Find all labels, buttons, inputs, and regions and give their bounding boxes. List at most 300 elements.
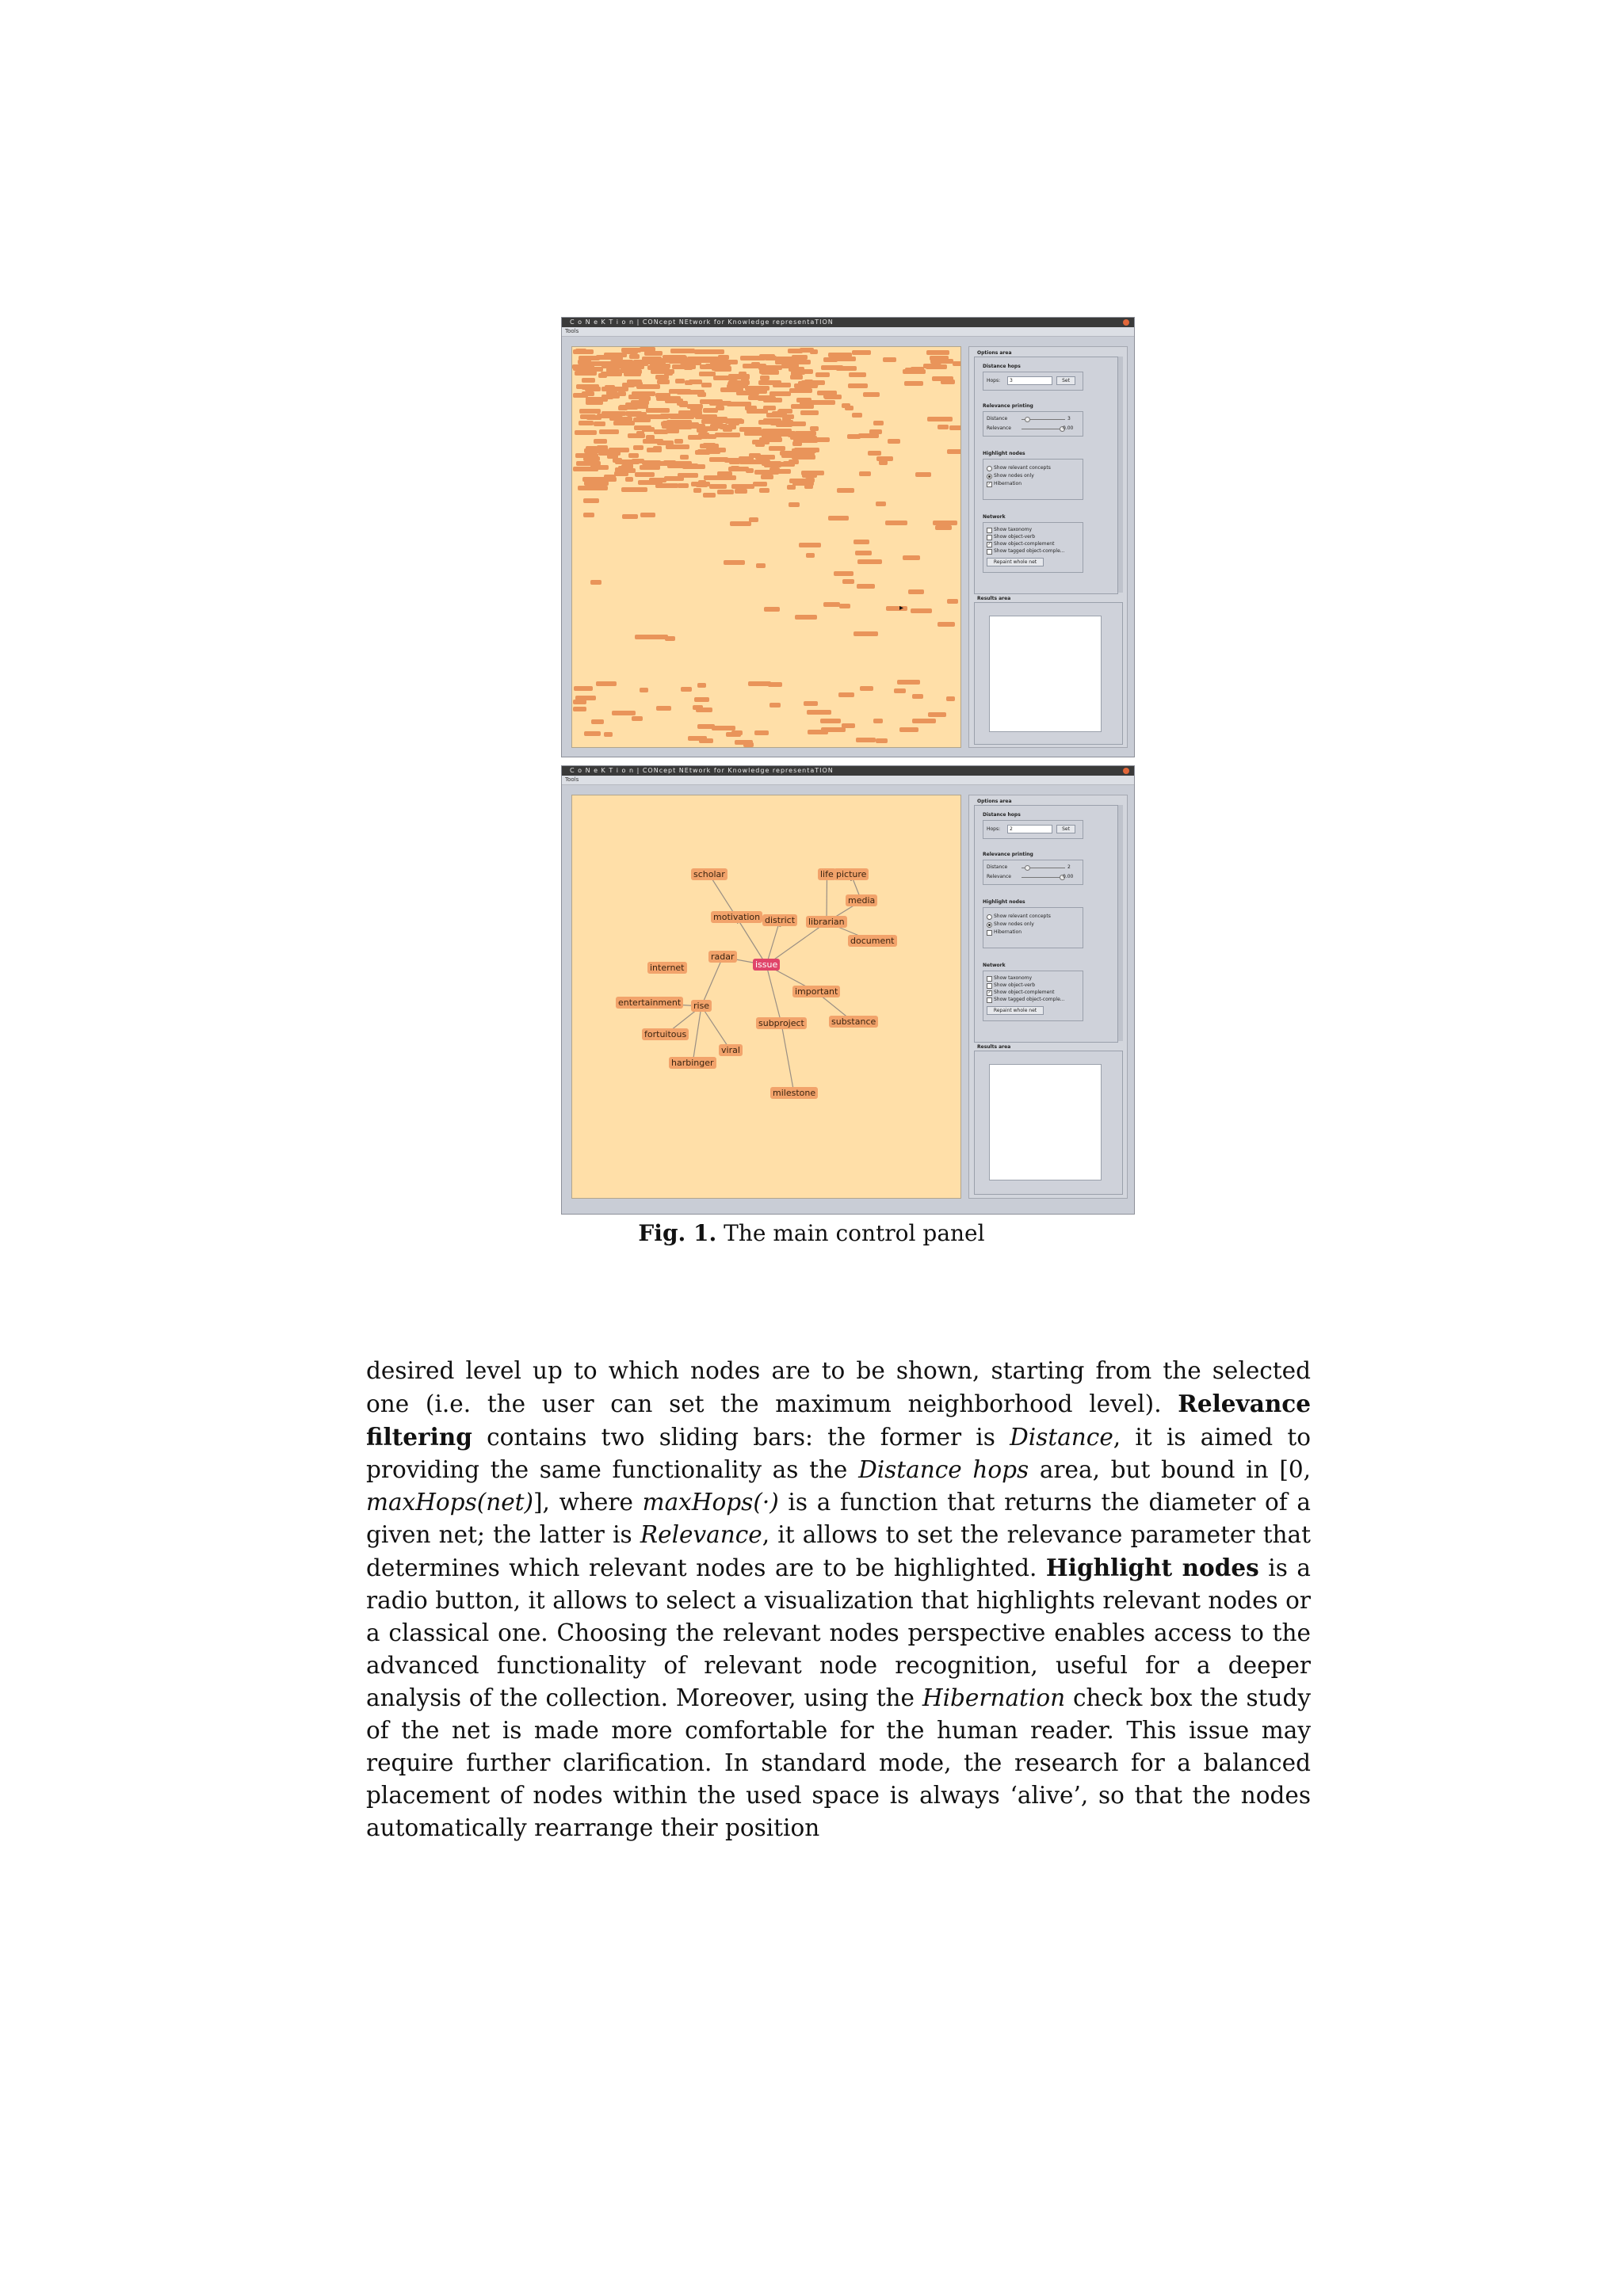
graph-node-scholar[interactable]: scholar bbox=[691, 868, 727, 880]
dense-node bbox=[810, 426, 819, 431]
dense-node bbox=[883, 357, 896, 362]
text-run: check box the study of the net is made more comfortable for the human reader. This issue may require further clarification. In standard mode, the research for a balanced placement of nodes within the used space is always ‘alive’, so that the nodes automatically rearrange their position bbox=[366, 1684, 1311, 1841]
dense-node bbox=[820, 719, 841, 723]
figure-caption bbox=[0, 1220, 1623, 1246]
graph-node-librarian[interactable]: librarian bbox=[806, 916, 847, 928]
dense-node bbox=[693, 705, 702, 710]
dense-node bbox=[670, 414, 694, 419]
distance-slider-knob[interactable] bbox=[1025, 417, 1030, 422]
dense-node bbox=[742, 456, 754, 461]
dense-node bbox=[912, 694, 923, 699]
dense-node bbox=[636, 431, 644, 436]
text-run: area, but bound in [0, bbox=[1029, 1456, 1311, 1483]
radio-show-nodes-only[interactable] bbox=[987, 922, 992, 928]
distance-hops-title: Distance hops bbox=[983, 364, 1021, 369]
dense-node bbox=[586, 415, 601, 420]
window-title-bar bbox=[562, 318, 1134, 327]
dense-node bbox=[804, 484, 813, 489]
radio-show-relevant-label: Show relevant concepts bbox=[994, 913, 1051, 919]
dense-node bbox=[682, 349, 695, 353]
dense-node bbox=[769, 703, 781, 707]
dense-node bbox=[611, 364, 626, 368]
dense-node bbox=[640, 688, 647, 692]
dense-node bbox=[885, 521, 907, 525]
graph-node-district[interactable]: district bbox=[762, 914, 797, 926]
dense-node bbox=[789, 479, 806, 483]
dense-node bbox=[756, 563, 766, 568]
dense-node bbox=[701, 419, 723, 424]
dense-node bbox=[938, 622, 955, 627]
dense-node bbox=[927, 417, 952, 421]
dense-node bbox=[640, 465, 659, 470]
dense-node bbox=[845, 406, 854, 410]
dense-node bbox=[655, 375, 669, 379]
relevance-printing-title: Relevance printing bbox=[983, 852, 1033, 857]
dense-node bbox=[696, 482, 708, 487]
dense-node bbox=[778, 409, 793, 414]
distance-hops-box bbox=[983, 372, 1083, 391]
dense-node bbox=[622, 514, 638, 519]
show-object-verb-label: Show object-verb bbox=[994, 982, 1036, 988]
hops-input[interactable] bbox=[1007, 825, 1052, 833]
dense-node bbox=[792, 355, 808, 360]
dense-node bbox=[828, 353, 851, 357]
dense-node bbox=[628, 453, 639, 458]
dense-node bbox=[579, 421, 594, 425]
dense-node bbox=[886, 606, 907, 611]
show-taxonomy-checkbox[interactable] bbox=[987, 976, 992, 982]
dense-node bbox=[664, 476, 684, 481]
dense-node bbox=[724, 560, 745, 565]
hibernation-checkbox[interactable] bbox=[987, 930, 992, 936]
dense-node bbox=[815, 372, 830, 377]
dense-node bbox=[839, 604, 850, 608]
dense-node bbox=[601, 372, 623, 376]
dense-node bbox=[852, 413, 862, 418]
dense-node bbox=[678, 483, 689, 488]
results-area-title: Results area bbox=[977, 1044, 1011, 1050]
dense-node bbox=[758, 396, 776, 401]
set-button[interactable]: Set bbox=[1056, 825, 1075, 833]
dense-node bbox=[625, 477, 633, 482]
graph-canvas[interactable] bbox=[571, 346, 961, 748]
graph-node-issue[interactable]: issue bbox=[753, 959, 780, 971]
dense-node bbox=[806, 553, 815, 558]
dense-node bbox=[790, 375, 803, 379]
dense-node bbox=[859, 471, 871, 476]
show-taxonomy-checkbox[interactable] bbox=[987, 528, 992, 533]
graph-node-subproject[interactable]: subproject bbox=[756, 1017, 807, 1029]
dense-node bbox=[714, 367, 732, 372]
radio-show-nodes-only-label: Show nodes only bbox=[994, 921, 1034, 927]
italic-term: Hibernation bbox=[922, 1684, 1066, 1711]
text-run: , it is aimed to providing the same functionality as the bbox=[366, 1424, 1312, 1483]
close-icon[interactable] bbox=[1123, 768, 1129, 774]
relevance-slider[interactable] bbox=[1022, 877, 1065, 878]
dense-node bbox=[590, 467, 598, 471]
graph-node-important[interactable]: important bbox=[792, 986, 840, 997]
body-paragraph bbox=[366, 1355, 1311, 1844]
graph-edge bbox=[701, 957, 723, 1006]
distance-slider-label: Distance bbox=[987, 864, 1008, 870]
show-object-verb-label: Show object-verb bbox=[994, 534, 1036, 540]
dense-node bbox=[681, 687, 691, 692]
dense-node bbox=[821, 727, 846, 732]
dense-node bbox=[838, 692, 854, 697]
graph-node-rise[interactable]: rise bbox=[691, 1000, 712, 1012]
dense-node bbox=[769, 446, 785, 451]
dense-node bbox=[674, 439, 683, 444]
repaint-button[interactable]: Repaint whole net bbox=[987, 1006, 1044, 1015]
dense-node bbox=[783, 461, 792, 466]
dense-node bbox=[594, 421, 605, 426]
dense-node bbox=[928, 712, 946, 717]
text-run: is a function that returns the diameter of a given net; the latter is bbox=[366, 1489, 1311, 1548]
results-list[interactable] bbox=[989, 616, 1102, 732]
dense-node bbox=[601, 411, 627, 416]
dense-node bbox=[703, 493, 715, 498]
dense-node bbox=[692, 390, 705, 395]
dense-node bbox=[810, 349, 819, 354]
dense-node bbox=[731, 730, 743, 735]
distance-hops-box bbox=[983, 820, 1083, 839]
dense-node bbox=[629, 354, 640, 359]
radio-show-relevant[interactable] bbox=[987, 466, 992, 471]
dense-node bbox=[617, 418, 629, 423]
results-area bbox=[974, 1051, 1123, 1195]
dense-node bbox=[582, 378, 596, 383]
dense-node bbox=[800, 410, 812, 415]
dense-node bbox=[703, 349, 724, 354]
dense-node bbox=[857, 559, 881, 564]
show-tagged-checkbox[interactable] bbox=[987, 549, 992, 555]
dense-node bbox=[938, 425, 949, 429]
dense-node bbox=[857, 584, 875, 589]
highlight-box bbox=[983, 907, 1083, 948]
dense-node bbox=[649, 478, 666, 482]
dense-node bbox=[635, 472, 655, 477]
dense-node bbox=[946, 696, 955, 701]
text-run: is a radio button, it allows to select a visualization that highlights relevant nodes or a classical one. Choosing the relevant nodes perspective enables access to the advanced functionality of relevant node recognition, useful for a deeper analysis of the collection. Moreover, using the bbox=[366, 1554, 1311, 1711]
graph-node-motivation[interactable]: motivation bbox=[711, 911, 762, 923]
dense-node bbox=[760, 376, 769, 380]
dense-node bbox=[634, 425, 651, 430]
dense-node bbox=[747, 409, 768, 414]
dense-node bbox=[621, 487, 644, 492]
dense-node bbox=[817, 391, 837, 395]
dense-node bbox=[814, 400, 835, 405]
dense-node bbox=[685, 380, 693, 385]
dense-node bbox=[795, 615, 817, 620]
app-window-bottom bbox=[561, 765, 1135, 1215]
options-area bbox=[974, 805, 1118, 1043]
hops-input[interactable] bbox=[1007, 376, 1052, 385]
hops-label: Hops: bbox=[987, 378, 1001, 383]
dense-node bbox=[735, 375, 750, 379]
dense-node bbox=[749, 517, 758, 522]
dense-node bbox=[801, 471, 819, 475]
dense-node bbox=[655, 393, 671, 398]
dense-node bbox=[868, 451, 881, 456]
results-list[interactable] bbox=[989, 1064, 1102, 1180]
dense-node bbox=[716, 406, 724, 410]
dense-node bbox=[769, 391, 791, 396]
options-scrollbar[interactable] bbox=[1118, 357, 1123, 593]
figure-label: Fig. 1. bbox=[638, 1220, 717, 1246]
distance-slider-value: 2 bbox=[1067, 864, 1071, 870]
dense-node bbox=[817, 710, 831, 715]
relevance-box bbox=[983, 411, 1083, 437]
dense-node bbox=[640, 347, 655, 352]
graph-edge bbox=[766, 965, 781, 1024]
dense-node bbox=[701, 383, 712, 387]
dense-node bbox=[731, 466, 739, 471]
results-area bbox=[974, 602, 1123, 745]
options-scrollbar[interactable] bbox=[1118, 805, 1123, 1041]
dense-node bbox=[789, 388, 812, 393]
dense-node bbox=[621, 368, 640, 373]
graph-node-harbinger[interactable]: harbinger bbox=[669, 1057, 716, 1069]
dense-node bbox=[758, 380, 782, 385]
dense-node bbox=[904, 381, 923, 386]
show-tagged-checkbox[interactable] bbox=[987, 997, 992, 1003]
dense-node bbox=[848, 383, 868, 388]
graph-node-media[interactable]: media bbox=[846, 894, 877, 906]
dense-node bbox=[879, 460, 887, 465]
dense-node bbox=[688, 435, 702, 440]
menu-bar bbox=[562, 327, 1134, 337]
dense-node bbox=[596, 355, 617, 360]
dense-node bbox=[766, 431, 779, 436]
math-expression: maxHops(net) bbox=[366, 1489, 534, 1516]
dense-node bbox=[586, 446, 597, 451]
dense-node bbox=[842, 723, 856, 728]
app-window-top bbox=[561, 317, 1135, 757]
dense-node bbox=[762, 461, 781, 466]
show-tagged-label: Show tagged object-comple... bbox=[994, 548, 1065, 554]
dense-node bbox=[727, 382, 743, 387]
dense-node bbox=[789, 502, 799, 507]
dense-node bbox=[888, 439, 899, 444]
menu-tools[interactable]: Tools bbox=[565, 328, 579, 334]
dense-node bbox=[876, 738, 888, 743]
dense-node bbox=[583, 513, 594, 517]
dense-node bbox=[915, 472, 931, 477]
dense-node bbox=[574, 686, 593, 691]
dense-node bbox=[712, 726, 735, 730]
dense-node bbox=[697, 724, 715, 729]
dense-node bbox=[788, 349, 803, 353]
distance-slider-value: 3 bbox=[1067, 416, 1071, 421]
dense-node bbox=[682, 464, 705, 469]
italic-term: Relevance bbox=[640, 1521, 762, 1548]
dense-node bbox=[582, 477, 608, 482]
radio-show-nodes-only[interactable] bbox=[987, 474, 992, 479]
dense-node bbox=[856, 738, 876, 742]
dense-node bbox=[680, 360, 691, 364]
dense-node bbox=[728, 421, 739, 425]
dense-node bbox=[695, 414, 717, 419]
network-box bbox=[983, 971, 1083, 1021]
dense-node bbox=[573, 707, 586, 711]
graph-node-life[interactable]: life bbox=[818, 868, 836, 880]
dense-node bbox=[792, 441, 802, 446]
dense-node bbox=[791, 404, 814, 409]
menu-bar bbox=[562, 776, 1134, 785]
graph-node-substance[interactable]: substance bbox=[829, 1016, 878, 1028]
options-area bbox=[974, 357, 1118, 594]
dense-node bbox=[930, 359, 953, 364]
show-object-complement-checkbox[interactable]: ✓ bbox=[987, 990, 991, 995]
dense-node bbox=[752, 440, 769, 444]
close-icon[interactable] bbox=[1123, 319, 1129, 326]
dense-node bbox=[799, 543, 821, 547]
dense-node bbox=[642, 357, 662, 361]
dense-node bbox=[842, 579, 854, 584]
dense-node bbox=[790, 435, 808, 440]
relevance-slider-label: Relevance bbox=[987, 425, 1011, 431]
dense-node bbox=[679, 402, 687, 407]
relevance-slider-value: 0.00 bbox=[1063, 425, 1074, 431]
dense-node bbox=[596, 681, 617, 686]
dense-node bbox=[628, 395, 641, 399]
dense-node bbox=[923, 364, 941, 368]
highlight-nodes-title: Highlight nodes bbox=[983, 451, 1025, 456]
hibernation-label: Hibernation bbox=[994, 481, 1022, 486]
dense-node bbox=[711, 475, 736, 480]
dense-node bbox=[855, 551, 873, 555]
menu-tools[interactable]: Tools bbox=[565, 776, 579, 783]
dense-node bbox=[699, 738, 713, 743]
dense-node bbox=[655, 364, 670, 368]
dense-node bbox=[594, 439, 608, 444]
results-area-title: Results area bbox=[977, 596, 1011, 601]
text-run: desired level up to which nodes are to be shown, starting from the selected one (i.e. the user can set the maximum neighborhood level). bbox=[366, 1357, 1311, 1417]
dense-node bbox=[578, 486, 593, 490]
dense-node bbox=[911, 367, 924, 372]
graph-node-radar[interactable]: radar bbox=[708, 951, 737, 963]
figure-caption-text: The main control panel bbox=[724, 1220, 985, 1246]
graph-node-fortuitous[interactable]: fortuitous bbox=[642, 1028, 689, 1040]
dense-node bbox=[613, 360, 633, 364]
network-title: Network bbox=[983, 514, 1006, 520]
window-title-bar bbox=[562, 766, 1134, 776]
dense-node bbox=[616, 468, 636, 473]
dense-node bbox=[583, 498, 599, 503]
dense-node bbox=[697, 426, 719, 431]
dense-node bbox=[645, 414, 669, 419]
dense-node bbox=[739, 427, 762, 432]
dense-node bbox=[646, 408, 670, 413]
relevance-printing-title: Relevance printing bbox=[983, 403, 1033, 409]
dense-node bbox=[664, 371, 673, 376]
dense-node bbox=[754, 389, 767, 394]
graph-node-document[interactable]: document bbox=[848, 935, 897, 947]
dense-node bbox=[743, 742, 754, 747]
graph-node-picture[interactable]: picture bbox=[834, 868, 869, 880]
window-title: C o N e K T i o n | CONcept NEtwork for Knowledge representaTION bbox=[570, 767, 834, 774]
dense-node bbox=[823, 357, 838, 362]
repaint-button[interactable]: Repaint whole net bbox=[987, 558, 1044, 566]
dense-node bbox=[894, 688, 905, 693]
dense-node bbox=[693, 488, 701, 493]
dense-node bbox=[694, 357, 718, 361]
dense-node bbox=[876, 502, 886, 506]
dense-node bbox=[903, 555, 919, 560]
graph-node-internet[interactable]: internet bbox=[647, 962, 687, 974]
dense-node bbox=[699, 372, 716, 376]
dense-node bbox=[735, 489, 747, 494]
graph-edge bbox=[781, 1024, 794, 1093]
graph-node-milestone[interactable]: milestone bbox=[770, 1087, 818, 1099]
dense-node bbox=[949, 425, 961, 430]
show-object-complement-checkbox[interactable]: ✓ bbox=[987, 542, 991, 547]
show-object-verb-checkbox[interactable] bbox=[987, 983, 992, 989]
dense-node bbox=[666, 444, 686, 449]
dense-node bbox=[863, 392, 880, 397]
text-run: contains two sliding bars: the former is bbox=[472, 1424, 1010, 1451]
side-panel bbox=[968, 346, 1128, 748]
dense-node bbox=[612, 711, 636, 715]
radio-show-nodes-only-label: Show nodes only bbox=[994, 473, 1034, 479]
bold-term: Highlight nodes bbox=[1045, 1554, 1259, 1581]
show-taxonomy-label: Show taxonomy bbox=[994, 975, 1033, 981]
dense-node bbox=[720, 433, 740, 437]
graph-canvas[interactable] bbox=[571, 795, 961, 1199]
show-object-complement-label: Show object-complement bbox=[994, 541, 1055, 547]
radio-show-relevant[interactable] bbox=[987, 914, 992, 920]
show-taxonomy-label: Show taxonomy bbox=[994, 527, 1033, 532]
dense-node bbox=[730, 521, 751, 526]
highlight-box bbox=[983, 459, 1083, 500]
graph-node-entertainment[interactable]: entertainment bbox=[616, 997, 683, 1009]
dense-node bbox=[632, 716, 643, 721]
distance-slider-knob[interactable] bbox=[1025, 865, 1030, 871]
dense-node bbox=[677, 390, 693, 395]
hops-input-value: 2 bbox=[1010, 826, 1013, 832]
dense-node bbox=[720, 387, 743, 392]
graph-node-viral[interactable]: viral bbox=[719, 1044, 743, 1056]
dense-node bbox=[911, 608, 932, 613]
dense-node bbox=[758, 420, 777, 425]
dense-node bbox=[869, 429, 882, 434]
show-object-complement-label: Show object-complement bbox=[994, 990, 1055, 995]
dense-node bbox=[852, 350, 871, 355]
dense-node bbox=[912, 719, 936, 723]
dense-node bbox=[613, 458, 621, 463]
dense-node bbox=[575, 430, 597, 435]
show-object-verb-checkbox[interactable] bbox=[987, 535, 992, 540]
dense-node bbox=[579, 409, 601, 414]
dense-node bbox=[897, 680, 919, 685]
dense-node bbox=[635, 635, 659, 639]
dense-node bbox=[947, 449, 961, 454]
dense-node bbox=[899, 727, 918, 732]
dense-node bbox=[847, 434, 861, 439]
dense-node bbox=[834, 571, 854, 576]
dense-node bbox=[804, 379, 813, 384]
dense-node bbox=[753, 482, 768, 486]
hops-label: Hops: bbox=[987, 826, 1001, 832]
dense-node bbox=[854, 372, 865, 377]
hibernation-checkbox[interactable]: ✓ bbox=[987, 482, 991, 486]
dense-node bbox=[656, 706, 671, 711]
dense-node bbox=[935, 525, 952, 530]
hops-input-value: 3 bbox=[1010, 378, 1013, 383]
network-title: Network bbox=[983, 963, 1006, 968]
bold-term: Relevance filtering bbox=[366, 1390, 1311, 1451]
set-button[interactable]: Set bbox=[1056, 376, 1075, 385]
